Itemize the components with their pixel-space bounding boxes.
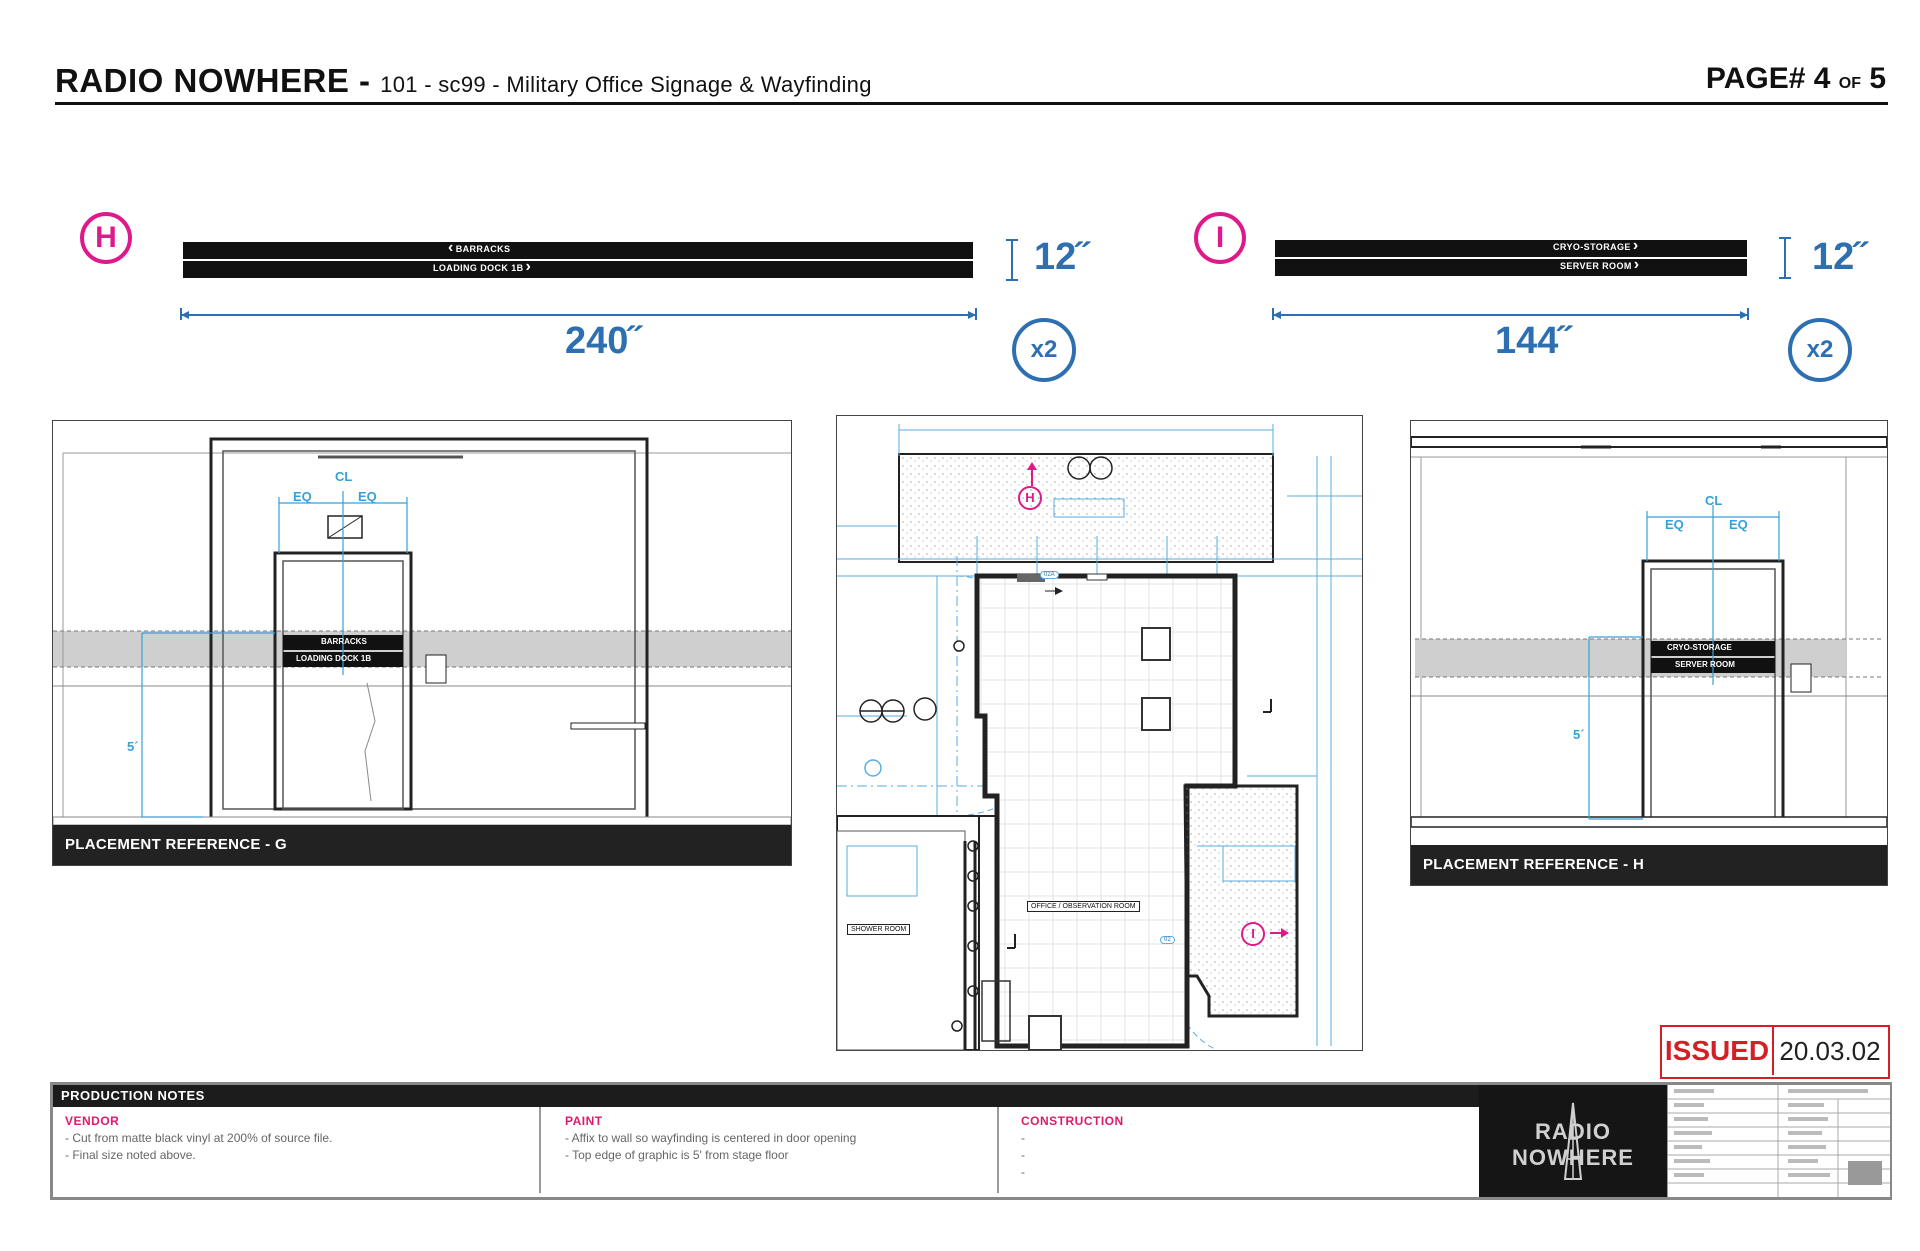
project-title: RADIO NOWHERE - (55, 62, 371, 99)
sign-i-width: 144˝ (1495, 320, 1572, 362)
sign-h-line-1: ‹ BARRACKS (448, 243, 510, 254)
g-eq-left-label: EQ (293, 489, 312, 504)
page-of: OF (1838, 75, 1861, 92)
elevation-h-drawing (1411, 421, 1887, 845)
plan-door-tag-2: 02 (1160, 936, 1175, 944)
production-notes-title: PRODUCTION NOTES (53, 1085, 1487, 1107)
floor-plan (836, 415, 1363, 1051)
sign-i-marker: I (1194, 212, 1246, 264)
notes-construction-line: - (1021, 1148, 1025, 1162)
notes-divider (539, 1107, 541, 1193)
sign-i-dimensions (1268, 230, 1808, 320)
issued-stamp (1660, 1025, 1890, 1079)
h-caption: PLACEMENT REFERENCE - H (1411, 845, 1887, 885)
issued-date: 20.03.02 (1779, 1036, 1881, 1066)
g-sign-line-1: BARRACKS (321, 637, 367, 646)
notes-vendor-heading: VENDOR (65, 1114, 120, 1128)
plan-marker-h: H (1018, 486, 1042, 510)
sign-i-line-1: CRYO-STORAGE › (1553, 241, 1639, 252)
production-notes (50, 1082, 1892, 1200)
page-label: PAGE# 4 (1705, 62, 1831, 95)
g-centerline-label: CL (335, 469, 353, 484)
sign-h-marker: H (80, 212, 132, 264)
title-block-grid (1668, 1085, 1890, 1197)
placement-reference-h (1410, 420, 1888, 886)
sign-i-line-2: SERVER ROOM › (1560, 260, 1639, 271)
g-height-label: 5´ (127, 739, 139, 754)
sign-i-height: 12˝ (1812, 236, 1867, 278)
notes-vendor-line: - Final size noted above. (65, 1148, 196, 1162)
notes-paint (565, 1113, 1005, 1164)
plan-room-label: OFFICE / OBSERVATION ROOM (1027, 901, 1140, 912)
notes-construction-line: - (1021, 1165, 1025, 1179)
sign-i-quantity: x2 (1788, 318, 1852, 382)
h-centerline-label: CL (1705, 493, 1723, 508)
notes-construction (1021, 1113, 1421, 1181)
notes-construction-line: - (1021, 1131, 1025, 1145)
sign-h-quantity: x2 (1012, 318, 1076, 382)
page-number (1706, 62, 1886, 96)
page-title (55, 62, 872, 100)
title-block (1667, 1085, 1890, 1197)
sign-h-width: 240˝ (565, 320, 642, 362)
notes-vendor (65, 1113, 525, 1164)
notes-paint-line: - Affix to wall so wayfinding is centered in door opening (565, 1131, 857, 1145)
issued-label: ISSUED (1662, 1027, 1774, 1075)
notes-paint-line: - Top edge of graphic is 5' from stage floor (565, 1148, 789, 1162)
g-eq-right-label: EQ (358, 489, 377, 504)
h-height-label: 5´ (1573, 727, 1585, 742)
h-sign-line-2: SERVER ROOM (1675, 660, 1735, 669)
header-rule (55, 102, 1888, 105)
g-caption: PLACEMENT REFERENCE - G (53, 825, 791, 865)
plan-shower-label: SHOWER ROOM (847, 924, 910, 935)
sign-h-line-2: LOADING DOCK 1B › (433, 262, 531, 273)
sheet-subtitle: 101 - sc99 - Military Office Signage & Wayfinding (380, 72, 872, 97)
placement-reference-g (52, 420, 792, 866)
h-sign-line-1: CRYO-STORAGE (1667, 643, 1732, 652)
h-eq-left-label: EQ (1665, 517, 1684, 532)
plan-door-tag-1: 02A (1040, 571, 1059, 579)
h-eq-right-label: EQ (1729, 517, 1748, 532)
sign-h-dimensions (176, 230, 1056, 320)
logo-text: RADIO NOWHERE (1512, 1119, 1634, 1170)
elevation-g-drawing (53, 421, 791, 825)
g-sign-line-2: LOADING DOCK 1B (296, 654, 372, 663)
plan-marker-i: I (1241, 922, 1265, 946)
notes-construction-heading: CONSTRUCTION (1021, 1114, 1124, 1128)
show-logo (1479, 1085, 1667, 1197)
sign-h-height: 12˝ (1034, 236, 1089, 278)
notes-vendor-line: - Cut from matte black vinyl at 200% of source file. (65, 1131, 333, 1145)
floor-plan-drawing (837, 416, 1362, 1050)
notes-divider (997, 1107, 999, 1193)
page-total: 5 (1869, 62, 1886, 95)
notes-paint-heading: PAINT (565, 1114, 603, 1128)
